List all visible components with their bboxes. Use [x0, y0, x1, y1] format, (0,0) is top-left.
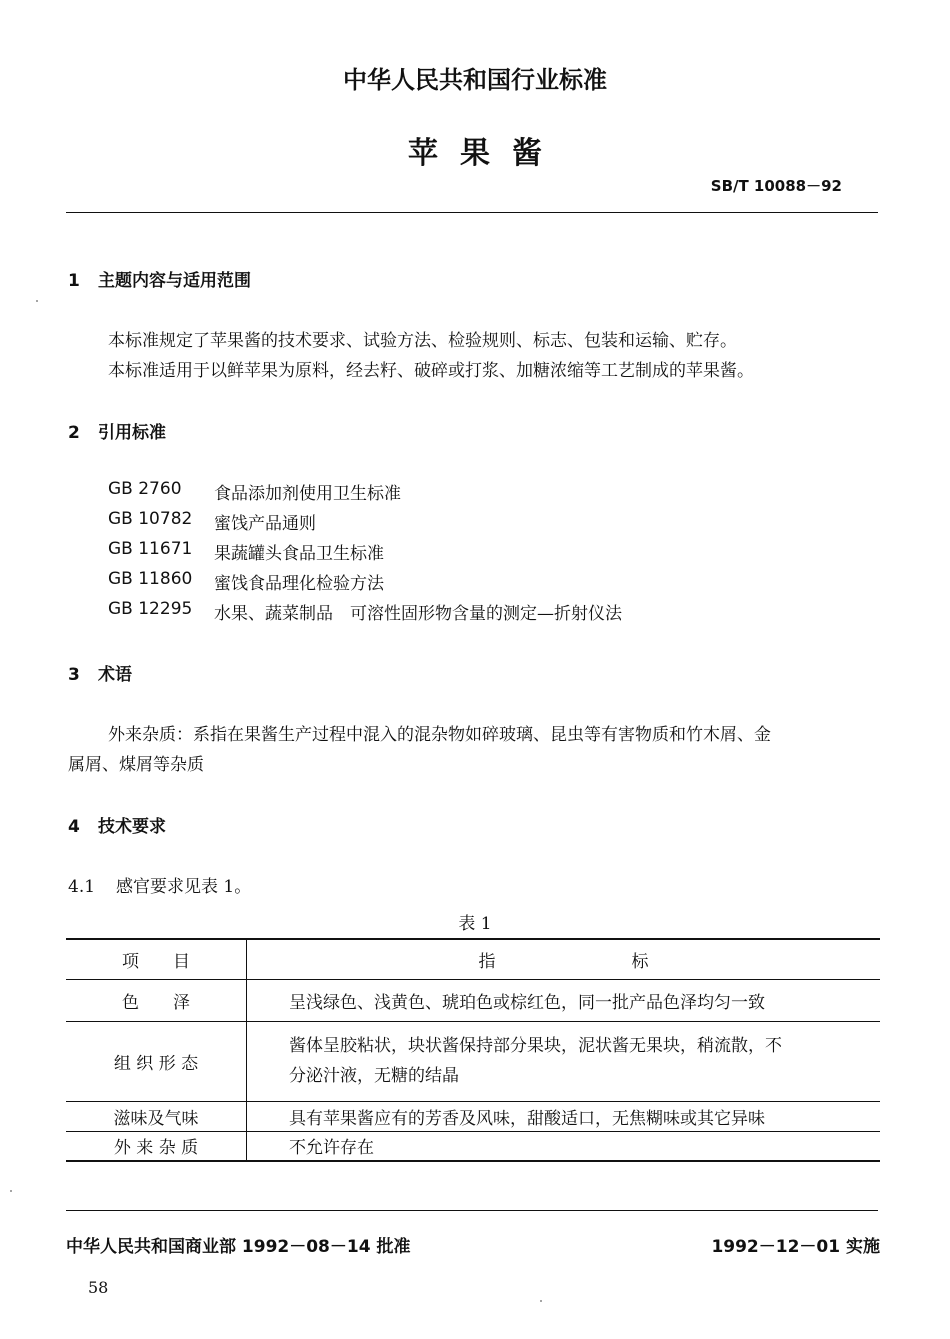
section-title: 引用标准 — [98, 423, 166, 443]
row-value: 呈浅绿色、浅黄色、琥珀色或棕红色，同一批产品色泽均匀一致 — [289, 992, 765, 1013]
row-value — [247, 1021, 881, 1101]
section-4-heading — [68, 812, 166, 837]
section-title: 主题内容与适用范围 — [98, 271, 251, 291]
row-item: 组 织 形 态 — [66, 1021, 247, 1101]
effective-date: 1992－12－01 实施 — [711, 1237, 880, 1257]
row-item: 滋味及气味 — [66, 1101, 247, 1131]
row-value-line: 分泌汁液，无糖的结晶 — [289, 1066, 459, 1086]
section-3-heading — [68, 660, 132, 685]
row-value: 具有苹果酱应有的芳香及风味，甜酸适口，无焦糊味或其它异味 — [289, 1108, 765, 1129]
approval-line: 中华人民共和国商业部 1992－08－14 批准 — [66, 1237, 411, 1257]
standard-code: SB/T 10088－92 — [710, 177, 842, 195]
document-title: 苹果酱 — [408, 136, 564, 171]
reference-code: GB 11671 — [108, 539, 193, 559]
table-row — [66, 1021, 880, 1101]
reference-name: 蜜饯产品通则 — [214, 514, 316, 534]
row-value: 不允许存在 — [289, 1138, 374, 1159]
reference-name: 果蔬罐头食品卫生标准 — [214, 544, 384, 564]
reference-name: 水果、蔬菜制品 可溶性固形物含量的测定—折射仪法 — [214, 604, 622, 624]
row-item: 色 泽 — [66, 979, 247, 1021]
subsection-4-1 — [68, 872, 251, 897]
reference-name: 食品添加剂使用卫生标准 — [214, 484, 401, 504]
section-number: 2 — [68, 423, 80, 443]
table-row — [66, 1101, 880, 1131]
column-header-item: 项 目 — [66, 939, 247, 979]
section-1-paragraph-1: 本标准规定了苹果酱的技术要求、试验方法、检验规则、标志、包装和运输、贮存。 — [108, 331, 737, 351]
standard-category-title: 中华人民共和国行业标准 — [343, 66, 607, 94]
subsection-number: 4.1 — [68, 877, 96, 897]
row-value-line: 酱体呈胶粘状，块状酱保持部分果块，泥状酱无果块，稍流散，不 — [289, 1036, 782, 1056]
page-number: 58 — [88, 1278, 109, 1297]
section-1-paragraph-2: 本标准适用于以鲜苹果为原料，经去籽、破碎或打浆、加糖浓缩等工艺制成的苹果酱。 — [108, 361, 754, 381]
header-divider — [66, 212, 878, 213]
section-2-heading — [68, 418, 166, 443]
section-3-line-1: 外来杂质：系指在果酱生产过程中混入的混杂物如碎玻璃、昆虫等有害物质和竹木屑、金 — [108, 725, 771, 745]
scan-speck — [540, 1300, 542, 1302]
section-title: 技术要求 — [98, 817, 166, 837]
section-3-line-2: 属屑、煤屑等杂质 — [68, 755, 204, 775]
column-header-value: 指 标 — [478, 951, 649, 972]
section-number: 4 — [68, 817, 80, 837]
footer-divider — [66, 1210, 878, 1211]
row-item: 外 来 杂 质 — [66, 1131, 247, 1161]
scan-speck — [36, 300, 38, 302]
scan-speck — [10, 1190, 12, 1192]
section-1-heading — [68, 266, 251, 291]
reference-code: GB 11860 — [108, 569, 193, 589]
section-number: 1 — [68, 271, 80, 291]
table-header-row — [66, 939, 880, 979]
table-caption: 表 1 — [458, 914, 492, 934]
reference-code: GB 2760 — [108, 479, 182, 499]
subsection-text: 感官要求见表 1。 — [116, 877, 252, 897]
reference-code: GB 10782 — [108, 509, 193, 529]
reference-code: GB 12295 — [108, 599, 193, 619]
table-row — [66, 979, 880, 1021]
section-number: 3 — [68, 665, 80, 685]
sensory-requirements-table — [66, 938, 880, 1162]
section-title: 术语 — [98, 665, 132, 685]
table-row — [66, 1131, 880, 1161]
reference-name: 蜜饯食品理化检验方法 — [214, 574, 384, 594]
